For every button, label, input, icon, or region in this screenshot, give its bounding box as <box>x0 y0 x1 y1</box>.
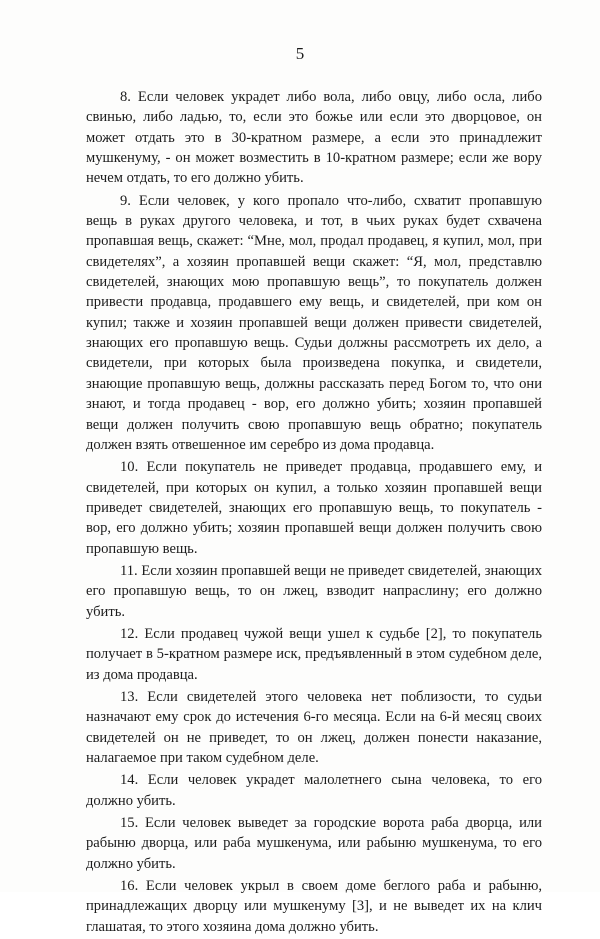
paragraph-law-13: 13. Если свидетелей этого человека нет поблизости, то судьи назначают ему срок до истечения 6-го месяца. Если на 6-й месяц своих свидетелей он не приведет, то он лжец, должен понести наказание, налагаемое при таком судебном деле. <box>86 688 542 766</box>
paragraph-law-16: 16. Если человек укрыл в своем доме беглого раба и рабыню, принадлежащих дворцу или мушкенуму [3], и не выведет их на клич глашатая, то этого хозяина дома должно убить. <box>86 878 542 935</box>
paragraph-law-9: 9. Если человек, у кого пропало что-либо, схватит пропавшую вещь в руках другого человека, и тот, в чьих руках будет схвачена пропавшая вещь, скажет: “Мне, мол, продал продавец, я купил, мол, при свидетелях”, а хозяин пропавшей вещи скажет: “Я, мол, представлю свидетелей, знающих мою пропавшую вещь”, то покупатель должен привести продавца, продавшего ему вещь, и свидетелей, при ком он купил; также и хозяин пропавшей вещи должен привести свидетелей, знающих его пропавшую вещь. Судьи должны рассмотреть их дело, а свидетели, при которых была произведена покупка, и свидетели, знающие пропавшую вещь, должны рассказать перед Богом то, что они знают, и тогда продавец - вор, его должно убить; хозяин пропавшей вещи должен получить свою пропавшую вещь обратно; покупатель должен взять отвешенное им серебро из дома продавца. <box>86 192 542 453</box>
page-number: 5 <box>295 44 305 63</box>
paragraph-law-14: 14. Если человек украдет малолетнего сына человека, то его должно убить. <box>86 772 542 809</box>
paragraph-law-11: 11. Если хозяин пропавшей вещи не приведет свидетелей, знающих его пропавшую вещь, то он лжец, взводит напраслину; его должно убить. <box>86 562 542 620</box>
paragraph-law-15: 15. Если человек выведет за городские ворота раба дворца, или рабыню дворца, или раба мушкенума, или рабыню мушкенума, то его должно убить. <box>86 815 542 872</box>
paragraph-law-12: 12. Если продавец чужой вещи ушел к судьбе [2], то покупатель получает в 5-кратном размере иск, предъявленный в этом судебном деле, из дома продавца. <box>86 625 542 683</box>
paragraph-law-8: 8. Если человек украдет либо вола, либо овцу, либо осла, либо свинью, либо ладью, то, если это божье или если это дворцовое, он может отдать это в 30-кратном размере, а если это принадлежит мушкенуму, - он может возместить в 10-кратном размере; если же вору нечем отдать, то его должно убить. <box>86 89 542 187</box>
page-body <box>86 87 542 939</box>
paragraph-law-10: 10. Если покупатель не приведет продавца, продавшего ему, и свидетелей, при которых он купил, а только хозяин пропавшей вещи приведет свидетелей, знающих его пропавшую вещь, то покупатель - вор, его должно убить; хозяин пропавшей вещи должен получить свою пропавшую вещь. <box>86 459 542 557</box>
